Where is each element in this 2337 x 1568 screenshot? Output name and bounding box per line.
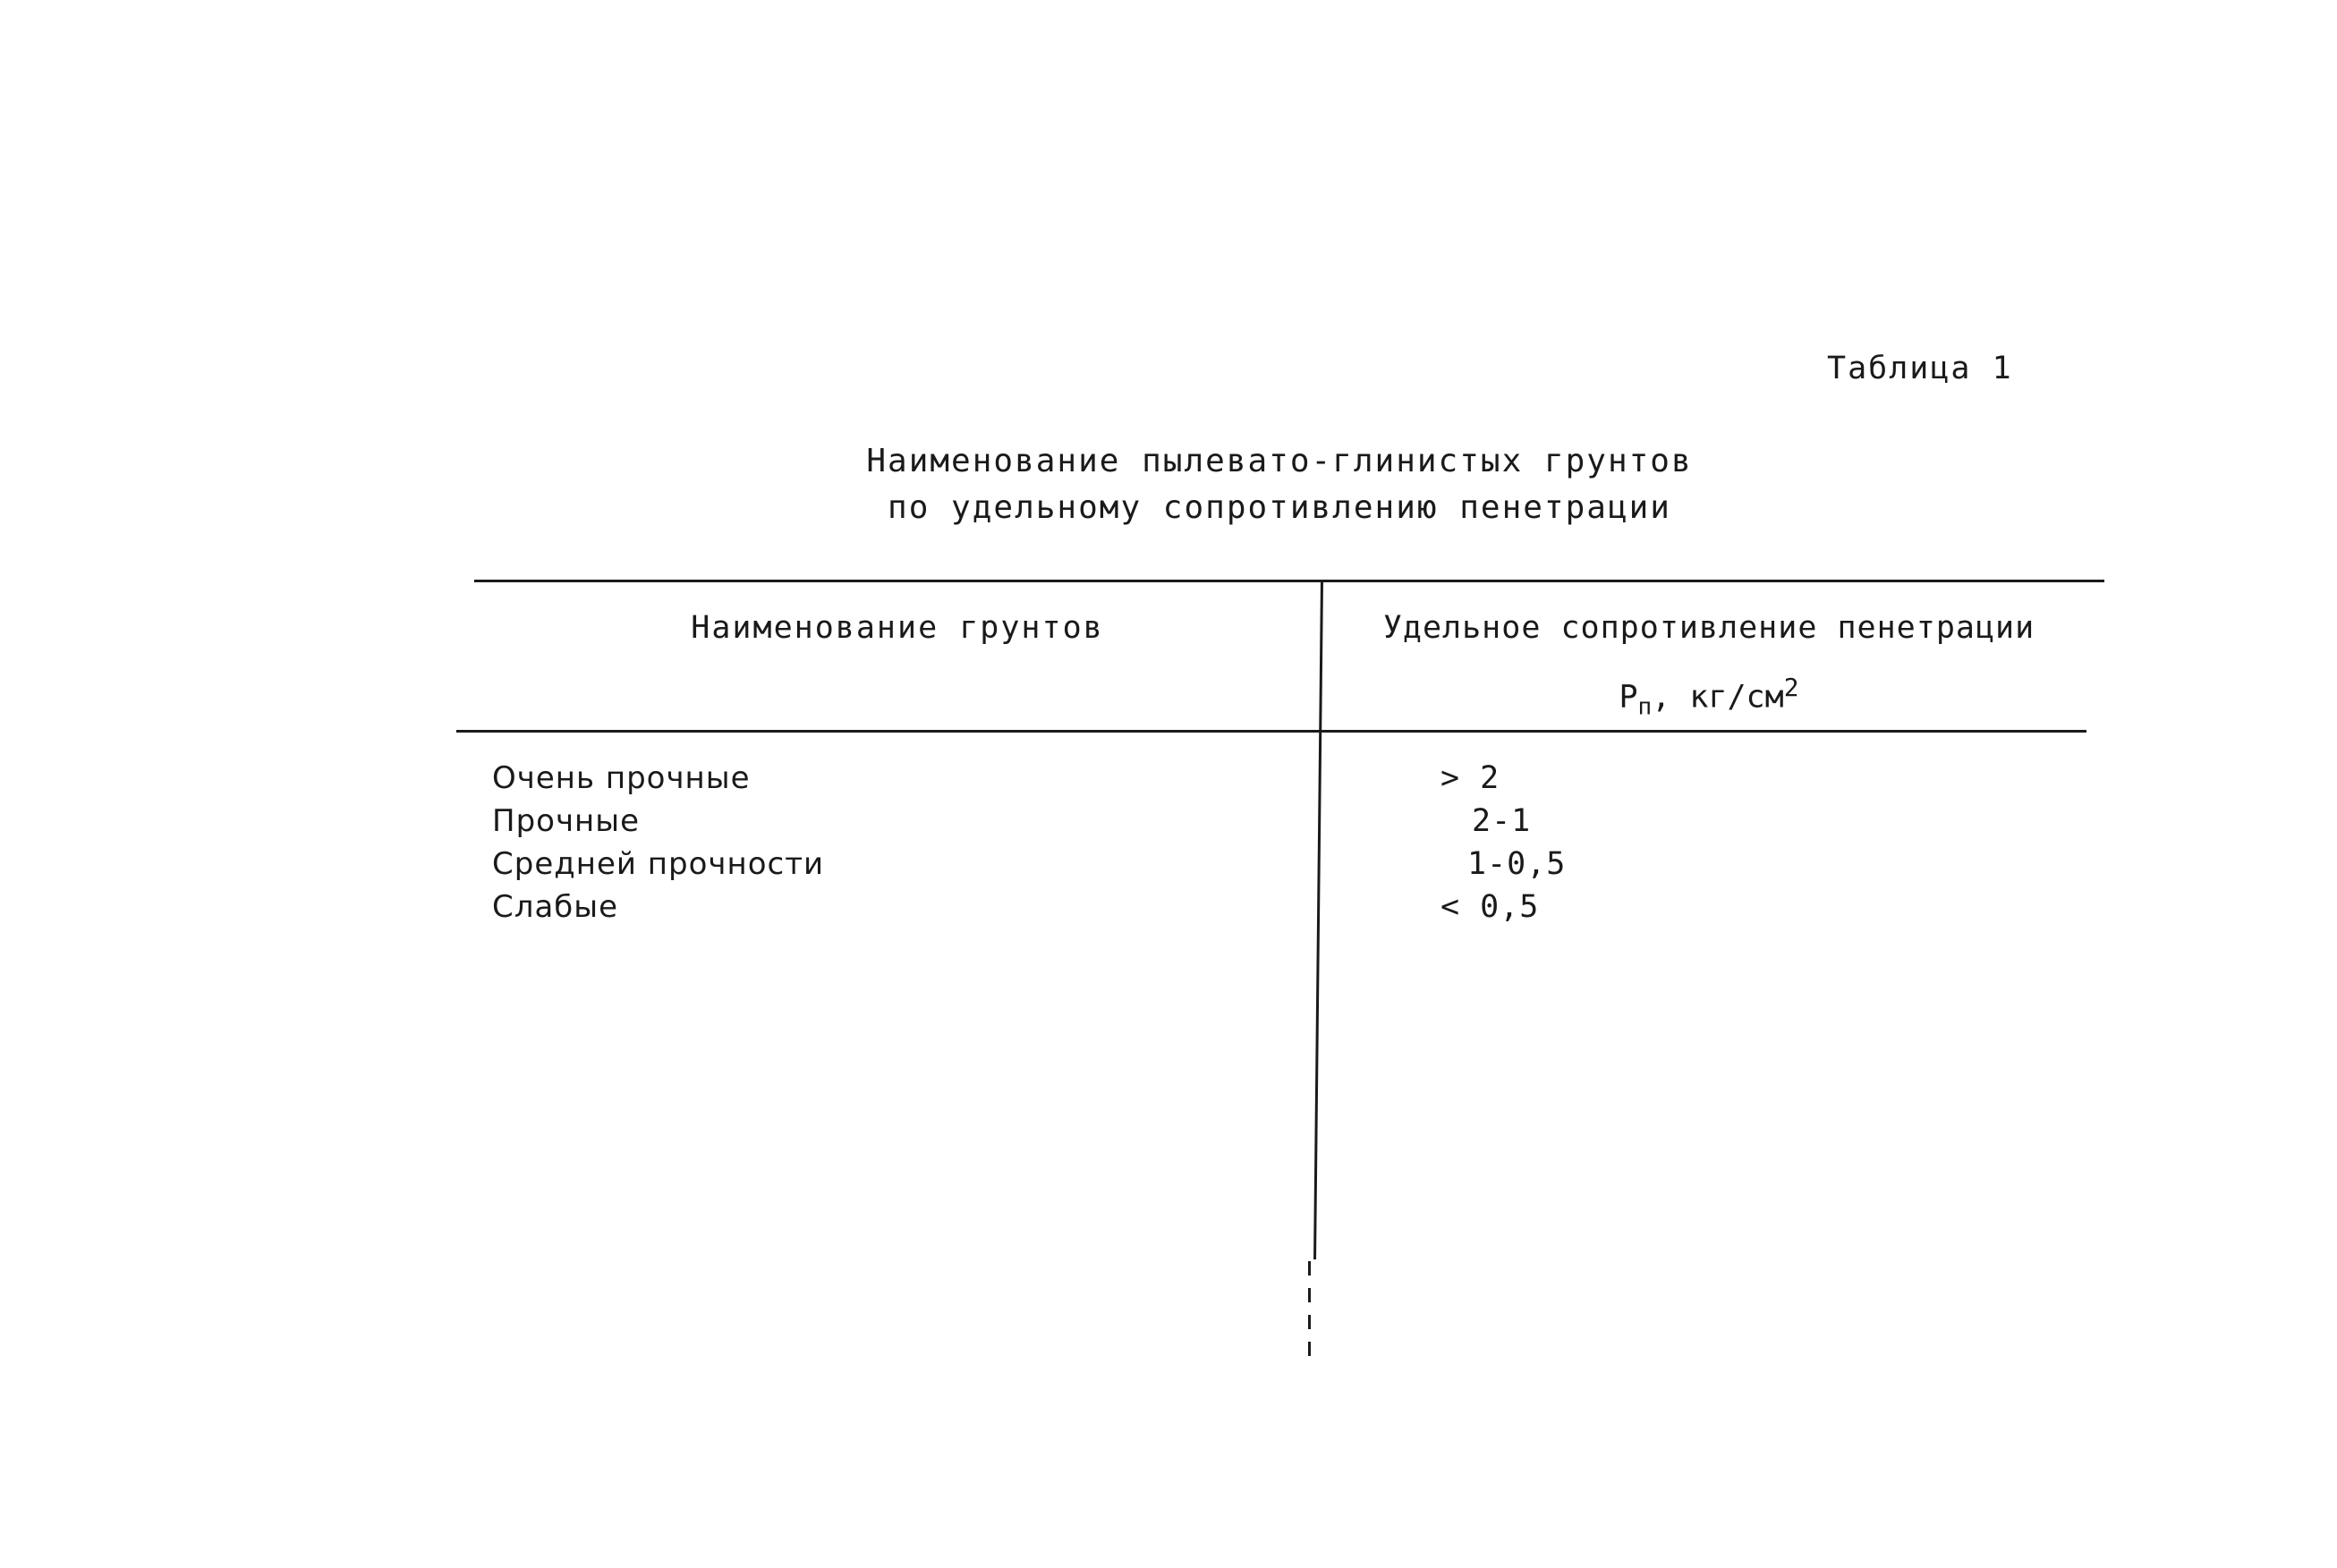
- soil-name: Очень прочные: [492, 760, 751, 796]
- unit-superscript: 2: [1783, 673, 1799, 702]
- table-number: Таблица 1: [1827, 351, 2013, 386]
- caption-line-1: Наименование пылевато-глинистых грунтов: [866, 443, 1693, 479]
- table-row: [0, 760, 2337, 803]
- unit-subscript: п: [1637, 693, 1653, 721]
- table-header-rule: [456, 730, 2086, 733]
- soil-name: Слабые: [492, 889, 619, 925]
- soil-name: Прочные: [492, 803, 641, 839]
- table-caption: [832, 438, 1727, 531]
- soil-name: Средней прочности: [492, 846, 825, 882]
- resistance-value: 2-1: [1472, 803, 1532, 839]
- unit-text: , кг/см: [1652, 679, 1784, 716]
- resistance-value: < 0,5: [1440, 889, 1540, 925]
- resistance-value: 1-0,5: [1467, 846, 1567, 882]
- table-top-rule: [474, 580, 2104, 582]
- column-divider-dashed: [1308, 1261, 1311, 1360]
- unit-symbol: P: [1619, 679, 1638, 716]
- table-row: [0, 803, 2337, 846]
- caption-line-2: по удельному сопротивлению пенетрации: [888, 489, 1671, 526]
- column-header-unit: [1324, 673, 2094, 721]
- resistance-value: > 2: [1440, 760, 1500, 796]
- column-header-resistance: Удельное сопротивление пенетрации: [1382, 610, 2035, 646]
- table-row: [0, 889, 2337, 932]
- table-row: [0, 846, 2337, 889]
- column-header-name: Наименование грунтов: [691, 610, 1104, 646]
